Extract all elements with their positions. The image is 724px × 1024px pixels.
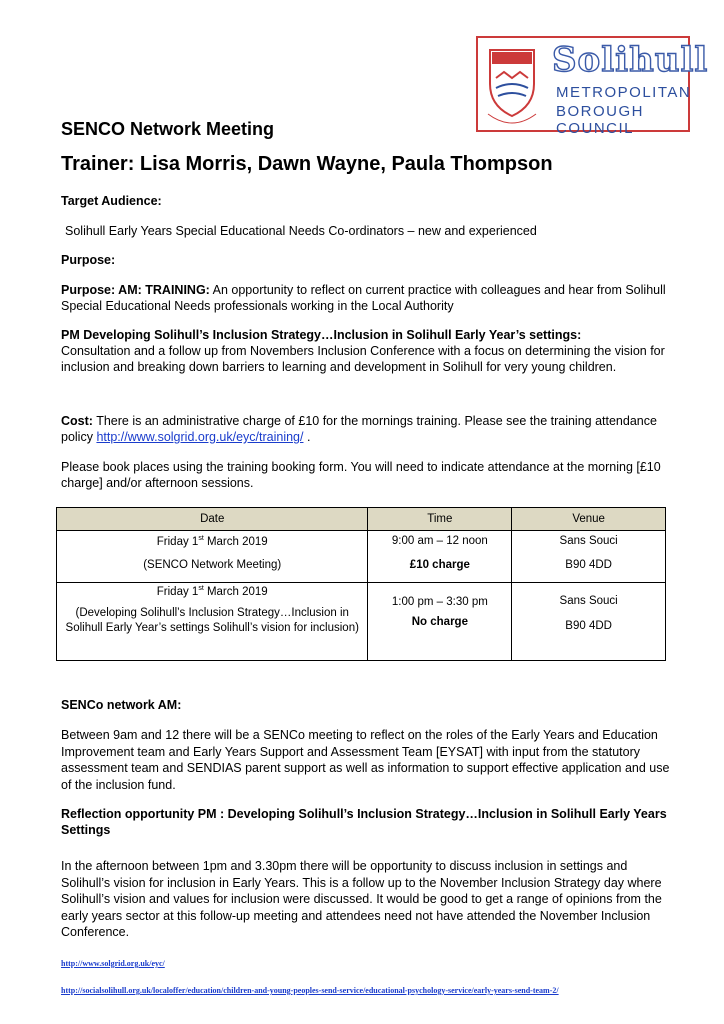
time-text: 1:00 pm – 3:30 pm bbox=[391, 596, 488, 608]
postcode-text: B90 4DD bbox=[565, 559, 612, 571]
table-row bbox=[57, 583, 666, 661]
date-cell bbox=[57, 531, 368, 583]
reflection-heading: Reflection opportunity PM : Developing Solihull’s Inclusion Strategy…Inclusion in Solihull Early Years Settings bbox=[61, 807, 667, 837]
table-header-row bbox=[57, 508, 666, 531]
purpose-lead: Purpose: AM: TRAINING: bbox=[61, 283, 210, 297]
time-text: 9:00 am – 12 noon bbox=[391, 535, 488, 547]
date-text: Friday 1 bbox=[156, 585, 199, 598]
crest-icon bbox=[484, 44, 540, 128]
pm-text: Consultation and a follow up from Novembers Inclusion Conference with a focus on determining the vision for inclusion and breaking down barriers to learning and development in Solihull for very young children. bbox=[61, 344, 665, 374]
pm-section bbox=[61, 327, 671, 375]
venue-text: Sans Souci bbox=[559, 595, 618, 607]
am-text: Between 9am and 12 there will be a SENCo meeting to reflect on the roles of the Early Years and Education Improvement team and Early Years Support and Assessment Team [EYSAT] with input from the statutory assessment team and SENDIAS parent support as well as information to support effective application and use of the inclusion fund. bbox=[61, 728, 670, 792]
purpose-text: An opportunity to reflect on current practice with colleagues and hear from Solihull Special Educational Needs professionals working in the Local Authority bbox=[61, 283, 666, 313]
table-row bbox=[57, 531, 666, 583]
purpose-paragraph bbox=[61, 282, 671, 314]
booking-text: Please book places using the training booking form. You will need to indicate attendance at the morning [£10 charge] and/or afternoon sessions. bbox=[61, 460, 661, 490]
date-month: March 2019 bbox=[203, 535, 268, 548]
venue-cell bbox=[512, 583, 666, 661]
header-date: Date bbox=[57, 508, 368, 531]
footer-link-1[interactable]: http://www.solgrid.org.uk/eyc/ bbox=[61, 959, 165, 968]
purpose-heading: Purpose: bbox=[61, 253, 116, 267]
venue-cell bbox=[512, 531, 666, 583]
cost-paragraph bbox=[61, 413, 671, 445]
footer-link-2[interactable]: http://socialsolihull.org.uk/localoffer/education/children-and-young-peoples-send-service/educational-psychology-service/early-years-send-team-2/ bbox=[61, 986, 559, 995]
trainer-heading: Trainer: Lisa Morris, Dawn Wayne, Paula Thompson bbox=[61, 153, 553, 175]
logo-line-1: METROPOLITAN bbox=[556, 84, 692, 101]
reflection-text: In the afternoon between 1pm and 3.30pm there will be opportunity to discuss inclusion in settings and Solihull’s vision for inclusion in Early Years. This is a follow up to the November Inclusion Strategy day where Solihull’s vision and values for inclusion were discussed. It would be good to get a range of opinions from the early years sector at this follow-up meeting and attendees need not have attended the November Inclusion Conference. bbox=[61, 859, 662, 939]
cost-label: Cost: bbox=[61, 414, 93, 428]
header-time: Time bbox=[368, 508, 512, 531]
charge-text: No charge bbox=[411, 616, 468, 628]
time-cell bbox=[368, 583, 512, 661]
footer-link-1-wrap bbox=[61, 959, 165, 968]
schedule-table bbox=[56, 507, 666, 661]
cost-end: . bbox=[303, 430, 311, 444]
charge-text: £10 charge bbox=[409, 559, 470, 571]
footer-link-2-wrap bbox=[61, 986, 559, 995]
pm-heading: PM Developing Solihull’s Inclusion Strategy…Inclusion in Solihull Early Year’s settings: bbox=[61, 328, 582, 342]
training-policy-link[interactable]: http://www.solgrid.org.uk/eyc/training/ bbox=[96, 430, 304, 444]
page-title: SENCO Network Meeting bbox=[61, 119, 275, 139]
header-venue: Venue bbox=[512, 508, 666, 531]
time-cell bbox=[368, 531, 512, 583]
target-heading: Target Audience: bbox=[61, 194, 162, 208]
am-heading: SENCo network AM: bbox=[61, 698, 182, 712]
date-text: Friday 1 bbox=[156, 535, 199, 548]
date-note: (SENCO Network Meeting) bbox=[143, 558, 282, 571]
date-month: March 2019 bbox=[203, 585, 268, 598]
venue-text: Sans Souci bbox=[559, 535, 618, 547]
logo-line-2: BOROUGH COUNCIL bbox=[556, 103, 645, 137]
logo-name: Solihull bbox=[552, 40, 709, 80]
date-note: (Developing Solihull’s Inclusion Strategy…Inclusion in Solihull Early Year’s settings Solihull’s vision for inclusion) bbox=[65, 606, 359, 634]
target-text: Solihull Early Years Special Educational Needs Co-ordinators – new and experienced bbox=[65, 224, 537, 238]
council-logo bbox=[476, 36, 709, 137]
cost-text: There is an administrative charge of £10 for the mornings training. Please see the training attendance policy bbox=[61, 414, 657, 444]
postcode-text: B90 4DD bbox=[565, 620, 612, 632]
date-suffix: st bbox=[198, 535, 204, 542]
date-suffix: st bbox=[198, 585, 204, 592]
date-cell bbox=[57, 583, 368, 661]
